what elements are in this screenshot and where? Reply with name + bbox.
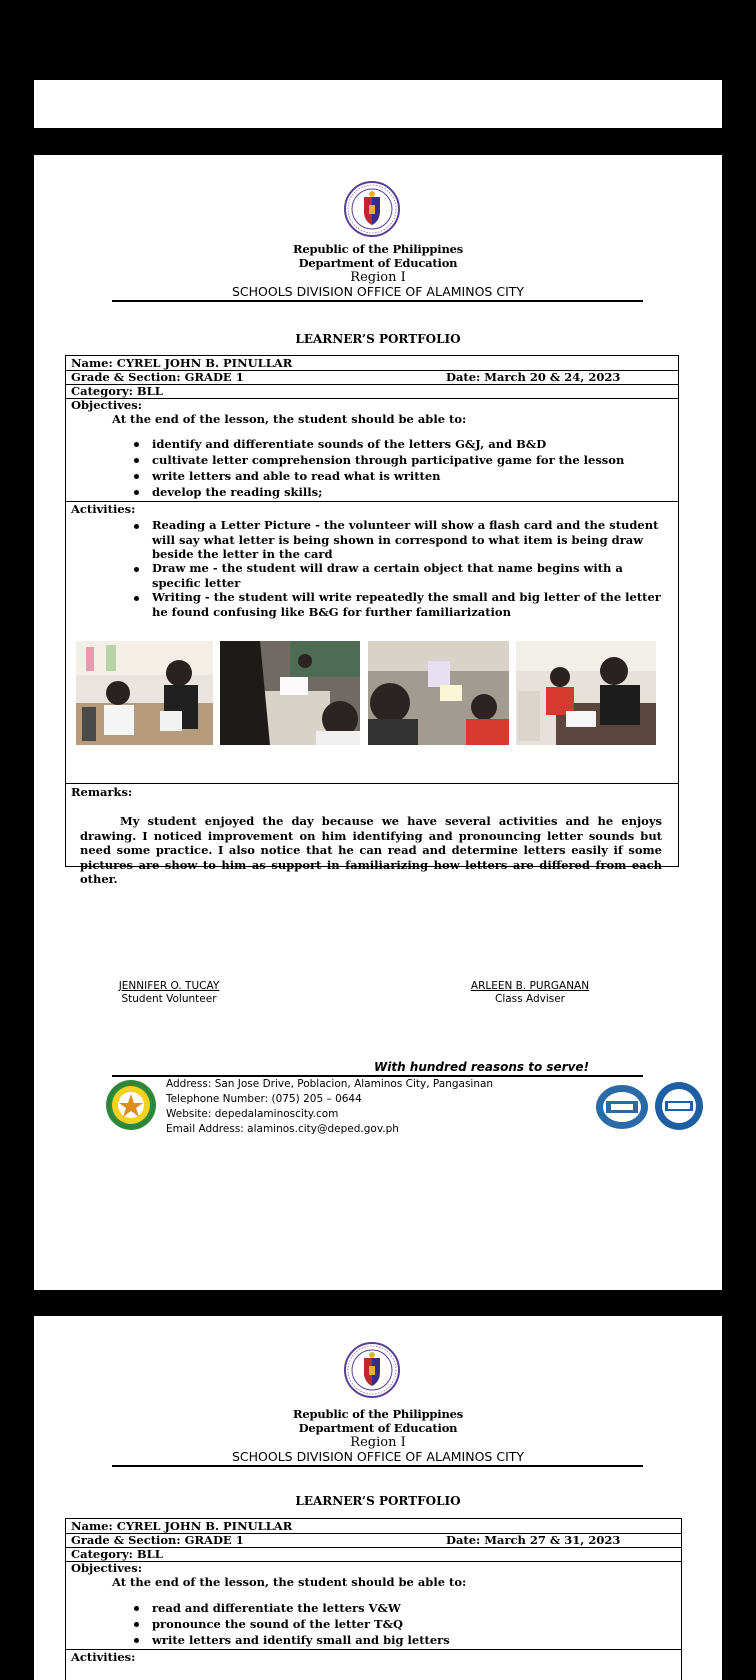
document-page-1 bbox=[34, 155, 722, 1290]
objective-item: write letters and able to read what is written bbox=[152, 469, 441, 483]
signatory-adviser bbox=[468, 980, 592, 1005]
table-row-divider bbox=[66, 398, 678, 399]
activity-item: Reading a Letter Picture - the volunteer will show a flash card and the student will say what letter is being shown in correspond to what item is being draw beside the letter in the card bbox=[152, 518, 659, 561]
header-department: Department of Education bbox=[298, 1421, 458, 1435]
learner-name: Name: CYREL JOHN B. PINULLAR bbox=[71, 1519, 293, 1533]
header-department: Department of Education bbox=[298, 256, 458, 270]
activity-item: Draw me - the student will draw a certain object that name begins with a specific letter bbox=[152, 561, 623, 590]
bullet-icon bbox=[134, 596, 139, 601]
table-row-divider bbox=[66, 501, 678, 502]
iqnet-certification-icon bbox=[654, 1081, 704, 1131]
report-date: Date: March 27 & 31, 2023 bbox=[446, 1533, 621, 1547]
activities-label: Activities: bbox=[71, 1650, 136, 1664]
activities-label: Activities: bbox=[71, 502, 136, 516]
header-region: Region I bbox=[350, 1435, 406, 1450]
bullet-icon bbox=[134, 1638, 139, 1643]
document-title: LEARNER’S PORTFOLIO bbox=[295, 332, 461, 346]
signatory-role: Student Volunteer bbox=[121, 993, 217, 1005]
objectives-intro: At the end of the lesson, the student should be able to: bbox=[112, 1575, 467, 1589]
portfolio-table bbox=[65, 1518, 682, 1680]
objective-item: identify and differentiate sounds of the letters G&J, and B&D bbox=[152, 437, 547, 451]
tuv-certification-icon bbox=[594, 1083, 650, 1131]
bullet-icon bbox=[134, 490, 139, 495]
category: Category: BLL bbox=[71, 384, 163, 398]
learner-name: Name: CYREL JOHN B. PINULLAR bbox=[71, 356, 293, 370]
footer-telephone: Telephone Number: (075) 205 – 0644 bbox=[166, 1093, 362, 1105]
category: Category: BLL bbox=[71, 1547, 163, 1561]
objectives-label: Objectives: bbox=[71, 1561, 142, 1575]
objective-item: write letters and identify small and big letters bbox=[152, 1633, 450, 1647]
objective-item: read and differentiate the letters V&W bbox=[152, 1601, 401, 1615]
division-seal-icon bbox=[105, 1079, 157, 1131]
footer-email: Email Address: alaminos.city@deped.gov.ph bbox=[166, 1123, 399, 1135]
table-row-divider bbox=[66, 1561, 681, 1562]
objective-item: develop the reading skills; bbox=[152, 485, 323, 499]
objective-item: pronounce the sound of the letter T&Q bbox=[152, 1617, 404, 1631]
objectives-intro: At the end of the lesson, the student should be able to: bbox=[112, 412, 467, 426]
activity-photo-3 bbox=[368, 641, 509, 745]
bullet-icon bbox=[134, 458, 139, 463]
document-page-2 bbox=[34, 1316, 722, 1680]
motto: With hundred reasons to serve! bbox=[374, 1060, 590, 1074]
objectives-label: Objectives: bbox=[71, 398, 142, 412]
bullet-icon bbox=[134, 1622, 139, 1627]
activity-photo-4 bbox=[516, 641, 656, 745]
header-rule bbox=[112, 1465, 643, 1467]
deped-seal-icon bbox=[344, 1342, 400, 1398]
bullet-icon bbox=[134, 524, 139, 529]
header-republic: Republic of the Philippines bbox=[293, 242, 463, 256]
remarks-label: Remarks: bbox=[71, 785, 133, 799]
bullet-icon bbox=[134, 567, 139, 572]
header-division: SCHOOLS DIVISION OFFICE OF ALAMINOS CITY bbox=[231, 284, 525, 299]
grade-section: Grade & Section: GRADE 1 bbox=[71, 370, 244, 384]
document-title: LEARNER’S PORTFOLIO bbox=[295, 1494, 461, 1508]
bullet-icon bbox=[134, 474, 139, 479]
portfolio-table bbox=[65, 355, 679, 867]
bullet-icon bbox=[134, 442, 139, 447]
signatory-volunteer bbox=[114, 980, 224, 1005]
report-date: Date: March 20 & 24, 2023 bbox=[446, 370, 621, 384]
header-division: SCHOOLS DIVISION OFFICE OF ALAMINOS CITY bbox=[231, 1449, 525, 1464]
header-republic: Republic of the Philippines bbox=[293, 1407, 463, 1421]
header-region: Region I bbox=[350, 270, 406, 285]
header-rule bbox=[112, 300, 643, 302]
footer-address: Address: San Jose Drive, Poblacion, Alaminos City, Pangasinan bbox=[166, 1078, 494, 1090]
deped-seal-icon bbox=[344, 181, 400, 237]
footer-website: Website: depedalaminoscity.com bbox=[166, 1108, 339, 1120]
objective-item: cultivate letter comprehension through participative game for the lesson bbox=[152, 453, 625, 467]
table-row-divider bbox=[66, 783, 678, 784]
activity-item: Writing - the student will write repeatedly the small and big letter of the letter he found confusing like B&G for further familiarization bbox=[152, 590, 661, 619]
activity-photo-2 bbox=[220, 641, 360, 745]
signatory-name: JENNIFER O. TUCAY bbox=[118, 980, 220, 992]
remarks-text: My student enjoyed the day because we have several activities and he enjoys drawing. I noticed improvement on him identifying and pronouncing letter sounds but need some practice. I also notice that he can read and determine letters easily if some pictures are show to him as support in familiarizing how letters are differed from each other. bbox=[80, 814, 662, 886]
activity-photo-1 bbox=[76, 641, 213, 745]
signatory-role: Class Adviser bbox=[494, 993, 565, 1005]
bullet-icon bbox=[134, 1606, 139, 1611]
signatory-name: ARLEEN B. PURGANAN bbox=[470, 980, 590, 992]
page-strip-top bbox=[34, 80, 722, 128]
grade-section: Grade & Section: GRADE 1 bbox=[71, 1533, 244, 1547]
table-row-divider bbox=[66, 1649, 681, 1650]
